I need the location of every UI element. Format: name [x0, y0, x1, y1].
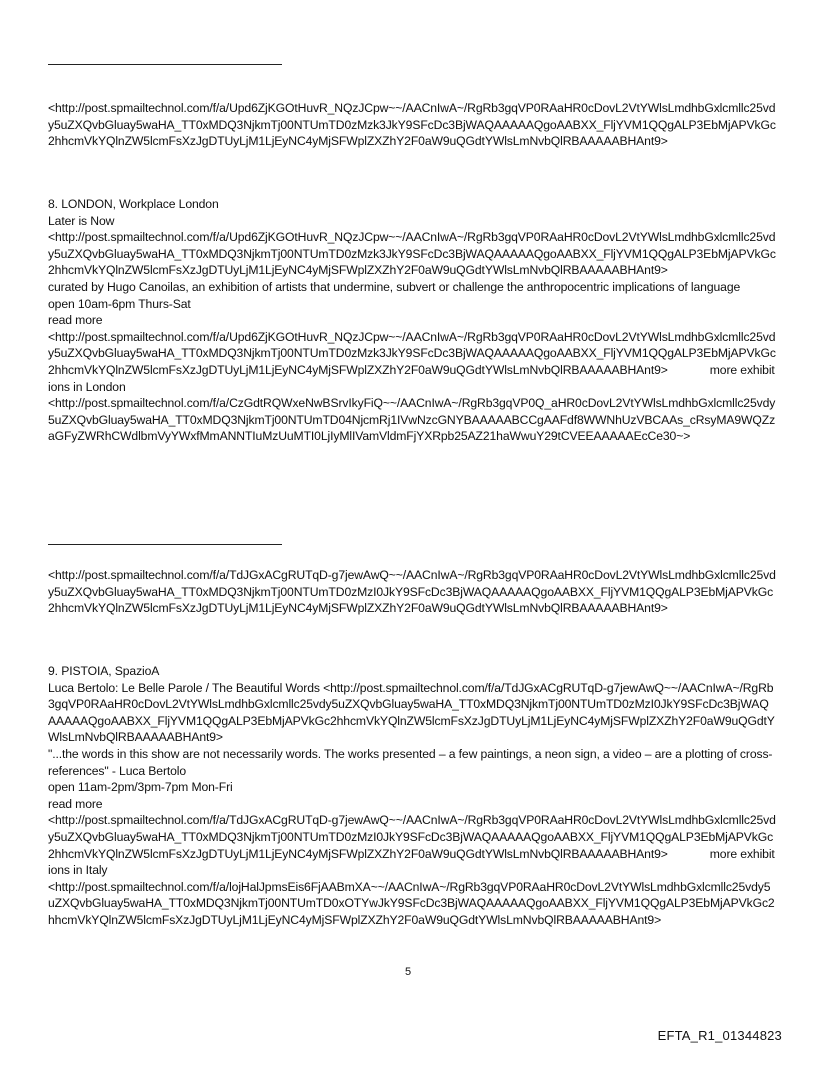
document-id: EFTA_R1_01344823 — [657, 1028, 782, 1043]
listing-london — [48, 196, 776, 445]
tracking-url[interactable]: <http://post.spmailtechnol.com/f/a/TdJGxACgRUTqD-g7jewAwQ~~/AACnIwA~/RgRb3gqVP0RAaHR0cDovL2VtYWlsLmdhbGxlcmllc25vdy5uZXQvbGluay5waHA_TT0xMDQ3NjkmTj00NTUmTD0zMzI0JkY9SFcDc3BjWAQAAAAAQgoAABXX_FljYVM1QQgALP3EbMjAPVkGc2hhcmVkYQlnZW5lcmFsXzJgDTUyLjM1LjEyNC4yMjSFWplZXZhY2F0aW9uQGdtYWlsLmNvbQlRBAAAAABHAnt9> — [48, 813, 776, 861]
exhibition-description: curated by Hugo Canoilas, an exhibition of artists that undermine, subvert or challenge the anthropocentric implications of language — [48, 279, 741, 294]
page-number: 5 — [404, 966, 412, 978]
read-more-link[interactable]: read more — [48, 796, 103, 811]
tracking-url[interactable]: <http://post.spmailtechnol.com/f/a/Upd6ZjKGOtHuvR_NQzJCpw~~/AACnIwA~/RgRb3gqVP0RAaHR0cDovL2VtYWlsLmdhbGxlcmllc25vdy5uZXQvbGluay5waHA_TT0xMDQ3NjkmTj00NTUmTD0zMzk3JkY9SFcDc3BjWAQAAAAAQgoAABXX_FljYVM1QQgALP3EbMjAPVkGc2hhcmVkYQlnZW5lcmFsXzJgDTUyLjM1LjEyNC4yMjSFWplZXZhY2F0aW9uQGdtYWlsLmNvbQlRBAAAAABHAnt9> — [48, 329, 776, 377]
opening-hours: open 10am-6pm Thurs-Sat — [48, 296, 191, 311]
more-exhibitions-link[interactable]: more exhibitions in London — [48, 362, 775, 394]
tracking-url[interactable]: <http://post.spmailtechnol.com/f/a/lojHalJpmsEis6FjAABmXA~~/AACnIwA~/RgRb3gqVP0RAaHR0cDovL2VtYWlsLmdhbGxlcmllc25vdy5uZXQvbGluay5waHA_TT0xMDQ3NjkmTj00NTUmTD0xOTYwJkY9SFcDc3BjWAQAAAAAQgoAABXX_FljYVM1QQgALP3EbMjAPVkGc2hhcmVkYQlnZW5lcmFsXzJgDTUyLjM1LjEyNC4yMjSFWplZXZhY2F0aW9uQGdtYWlsLmNvbQlRBAAAAABHAnt9> — [48, 879, 775, 927]
exhibition-quote: "...the words in this show are not necessarily words. The works presented – a few paintings, a neon sign, a video – are a plotting of cross-references" - Luca Bertolo — [48, 746, 773, 778]
opening-hours: open 11am-2pm/3pm-7pm Mon-Fri — [48, 780, 233, 795]
divider-line — [48, 64, 282, 65]
exhibition-title: Later is Now — [48, 213, 115, 228]
tracking-url[interactable]: <http://post.spmailtechnol.com/f/a/Upd6ZjKGOtHuvR_NQzJCpw~~/AACnIwA~/RgRb3gqVP0RAaHR0cDovL2VtYWlsLmdhbGxlcmllc25vdy5uZXQvbGluay5waHA_TT0xMDQ3NjkmTj00NTUmTD0zMzk3JkY9SFcDc3BjWAQAAAAAQgoAABXX_FljYVM1QQgALP3EbMjAPVkGc2hhcmVkYQlnZW5lcmFsXzJgDTUyLjM1LjEyNC4yMjSFWplZXZhY2F0aW9uQGdtYWlsLmNvbQlRBAAAAABHAnt9> — [48, 101, 776, 149]
listing-pistoia — [48, 663, 776, 929]
more-exhibitions-link[interactable]: more exhibitions in Italy — [48, 846, 775, 878]
read-more-link[interactable]: read more — [48, 313, 103, 328]
listing-heading: 8. LONDON, Workplace London — [48, 197, 219, 211]
link-block-middle — [48, 567, 776, 617]
listing-heading: 9. PISTOIA, SpazioA — [48, 664, 160, 678]
link-block-top — [48, 100, 776, 150]
tracking-url[interactable]: <http://post.spmailtechnol.com/f/a/Upd6ZjKGOtHuvR_NQzJCpw~~/AACnIwA~/RgRb3gqVP0RAaHR0cDovL2VtYWlsLmdhbGxlcmllc25vdy5uZXQvbGluay5waHA_TT0xMDQ3NjkmTj00NTUmTD0zMzk3JkY9SFcDc3BjWAQAAAAAQgoAABXX_FljYVM1QQgALP3EbMjAPVkGc2hhcmVkYQlnZW5lcmFsXzJgDTUyLjM1LjEyNC4yMjSFWplZXZhY2F0aW9uQGdtYWlsLmNvbQlRBAAAAABHAnt9> — [48, 230, 776, 278]
exhibition-title-with-url[interactable]: Luca Bertolo: Le Belle Parole / The Beautiful Words <http://post.spmailtechnol.com/f/a/TdJGxACgRUTqD-g7jewAwQ~~/AACnIwA~/RgRb3gqVP0RAaHR0cDovL2VtYWlsLmdhbGxlcmllc25vdy5uZXQvbGluay5waHA_TT0xMDQ3NjkmTj00NTUmTD0zMzI0JkY9SFcDc3BjWAQAAAAAQgoAABXX_FljYVM1QQgALP3EbMjAPVkGc2hhcmVkYQlnZW5lcmFsXzJgDTUyLjM1LjEyNC4yMjSFWplZXZhY2F0aW9uQGdtYWlsLmNvbQlRBAAAAABHAnt9> — [48, 680, 775, 745]
tracking-url[interactable]: <http://post.spmailtechnol.com/f/a/TdJGxACgRUTqD-g7jewAwQ~~/AACnIwA~/RgRb3gqVP0RAaHR0cDovL2VtYWlsLmdhbGxlcmllc25vdy5uZXQvbGluay5waHA_TT0xMDQ3NjkmTj00NTUmTD0zMzI0JkY9SFcDc3BjWAQAAAAAQgoAABXX_FljYVM1QQgALP3EbMjAPVkGc2hhcmVkYQlnZW5lcmFsXzJgDTUyLjM1LjEyNC4yMjSFWplZXZhY2F0aW9uQGdtYWlsLmNvbQlRBAAAAABHAnt9> — [48, 568, 776, 616]
tracking-url[interactable]: <http://post.spmailtechnol.com/f/a/CzGdtRQWxeNwBSrvIkyFiQ~~/AACnIwA~/RgRb3gqVP0Q_aHR0cDovL2VtYWlsLmdhbGxlcmllc25vdy5uZXQvbGluay5waHA_TT0xMDQ3NjkmTj00NTUmTD04NjcmRj1IVwNzcGNYBAAAAABCCgAAFdf8WWNhUzVBCAAs_cRsyMA9WQZzaGFyZWRhCWdlbmVyYWxfMmANNTIuMzUuMTI0LjIyMlIVamVldmFjYXRpb25AZ21haWwuY29tCVEEAAAAAEcCe30~> — [48, 396, 776, 444]
divider-line — [48, 544, 282, 545]
